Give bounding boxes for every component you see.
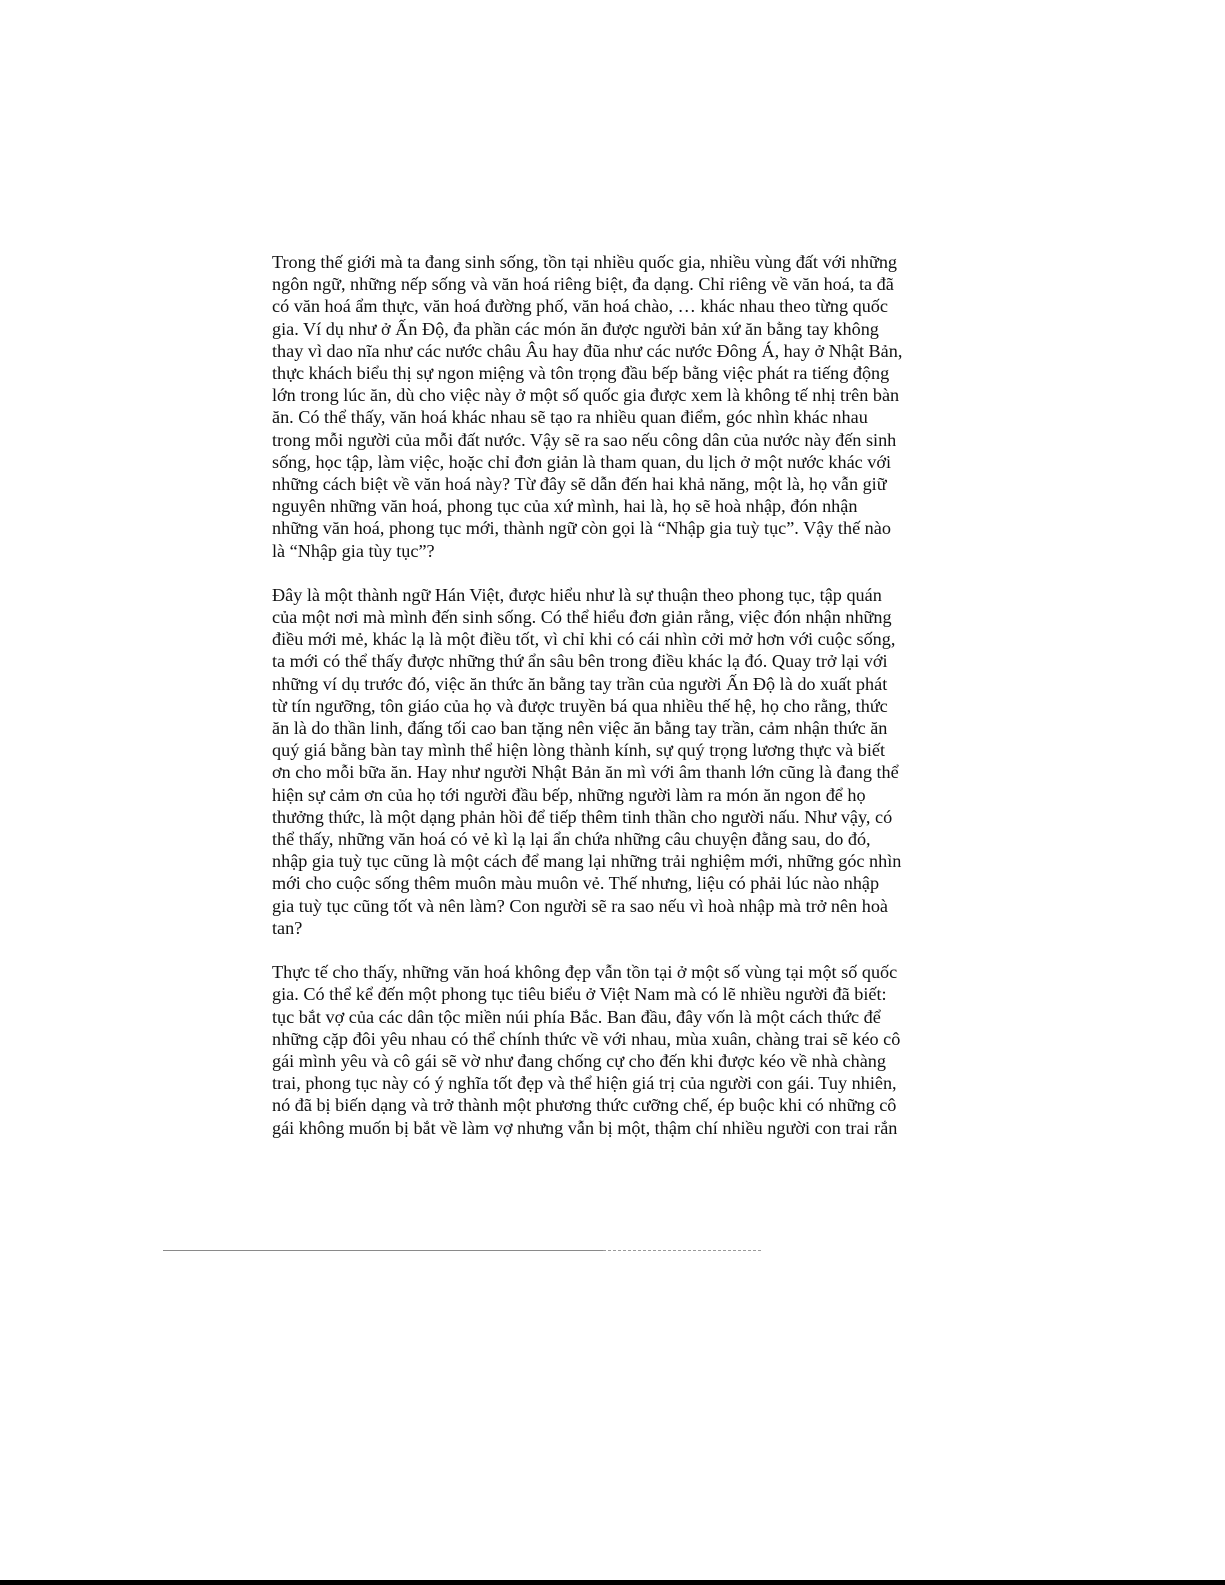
text-line: thưởng thức, là một dạng phản hồi để tiếp thêm tinh thần cho người nấu. Như vậy, có bbox=[272, 806, 893, 827]
text-line: quý giá bằng bàn tay mình thể hiện lòng thành kính, sự quý trọng lương thực và biết bbox=[272, 740, 886, 761]
text-line: của một nơi mà mình đến sinh sống. Có thể hiểu đơn giản rằng, việc đón nhận những bbox=[272, 607, 892, 628]
text-line: trai, phong tục này có ý nghĩa tốt đẹp và thể hiện giá trị của người con gái. Tuy nhiên, bbox=[272, 1073, 897, 1094]
text-line: mới cho cuộc sống thêm muôn màu muôn vẻ. Thế nhưng, liệu có phải lúc nào nhập bbox=[272, 873, 880, 894]
text-line: ta mới có thể thấy được những thứ ẩn sâu bên trong điều khác lạ đó. Quay trở lại với bbox=[272, 651, 888, 672]
text-line: có văn hoá ẩm thực, văn hoá đường phố, văn hoá chào, … khác nhau theo từng quốc bbox=[272, 296, 888, 317]
body-text bbox=[272, 251, 940, 1161]
text-line: tục bắt vợ của các dân tộc miền núi phía Bắc. Ban đầu, đây vốn là một cách thức để bbox=[272, 1006, 881, 1027]
text-line: Trong thế giới mà ta đang sinh sống, tồn tại nhiều quốc gia, nhiều vùng đất với những bbox=[272, 252, 898, 272]
text-line: ngôn ngữ, những nếp sống và văn hoá riêng biệt, đa dạng. Chỉ riêng về văn hoá, ta đã bbox=[272, 274, 894, 295]
text-line: hiện sự cảm ơn của họ tới người đầu bếp, những người làm ra món ăn ngon để họ bbox=[272, 784, 866, 805]
paragraph-2 bbox=[272, 584, 940, 939]
page-bottom-edge bbox=[0, 1580, 1225, 1585]
text-line: lớn trong lúc ăn, dù cho việc này ở một số quốc gia được xem là không tế nhị trên bàn bbox=[272, 385, 900, 406]
text-line: trong mỗi người của mỗi đất nước. Vậy sẽ ra sao nếu công dân của nước này đến sinh bbox=[272, 429, 897, 450]
text-line: gia. Có thể kể đến một phong tục tiêu biểu ở Việt Nam mà có lẽ nhiều người đã biết: bbox=[272, 984, 887, 1005]
text-line: những cách biệt về văn hoá này? Từ đây sẽ dẫn đến hai khả năng, một là, họ vẫn giữ bbox=[272, 474, 887, 495]
text-line: nhập gia tuỳ tục cũng là một cách để mang lại những trải nghiệm mới, những góc nhìn bbox=[272, 851, 902, 872]
text-line: thay vì dao nĩa như các nước châu Âu hay đũa như các nước Đông Á, hay ở Nhật Bản, bbox=[272, 340, 903, 361]
text-line: gia. Ví dụ như ở Ấn Độ, đa phần các món ăn được người bản xứ ăn bằng tay không bbox=[272, 318, 879, 339]
text-line: Đây là một thành ngữ Hán Việt, được hiểu như là sự thuận theo phong tục, tập quán bbox=[272, 584, 882, 605]
text-line: gia tuỳ tục cũng tốt và nên làm? Con người sẽ ra sao nếu vì hoà nhập mà trở nên hoà bbox=[272, 895, 888, 916]
text-line: thể thấy, những văn hoá có vẻ kì lạ lại ẩn chứa những câu chuyện đằng sau, do đó, bbox=[272, 829, 871, 850]
text-line: là “Nhập gia tùy tục”? bbox=[272, 540, 435, 561]
footnote-separator-dashed bbox=[603, 1250, 761, 1251]
text-line: nó đã bị biến dạng và trở thành một phương thức cưỡng chế, ép buộc khi có những cô bbox=[272, 1095, 897, 1116]
text-line: gái mình yêu và cô gái sẽ vờ như đang chống cự cho đến khi được kéo về nhà chàng bbox=[272, 1050, 886, 1071]
text-line: những văn hoá, phong tục mới, thành ngữ còn gọi là “Nhập gia tuỳ tục”. Vậy thế nào bbox=[272, 518, 891, 539]
text-line: thực khách biểu thị sự ngon miệng và tôn trọng đầu bếp bằng việc phát ra tiếng động bbox=[272, 363, 890, 384]
text-line: những ví dụ trước đó, việc ăn thức ăn bằng tay trần của người Ấn Độ là do xuất phát bbox=[272, 673, 888, 694]
footnote-separator bbox=[163, 1250, 603, 1251]
text-line: những cặp đôi yêu nhau có thể chính thức về với nhau, mùa xuân, chàng trai sẽ kéo cô bbox=[272, 1028, 901, 1049]
text-line: ăn. Có thể thấy, văn hoá khác nhau sẽ tạo ra nhiều quan điểm, góc nhìn khác nhau bbox=[272, 407, 868, 428]
text-line: gái không muốn bị bắt về làm vợ nhưng vẫn bị một, thậm chí nhiều người con trai rắn bbox=[272, 1117, 898, 1138]
text-line: từ tín ngưỡng, tôn giáo của họ và được truyền bá qua nhiều thế hệ, họ cho rằng, thức bbox=[272, 695, 888, 716]
paragraph-3 bbox=[272, 961, 940, 1139]
text-line: ăn là do thần linh, đấng tối cao ban tặng nên việc ăn bằng tay trần, cảm nhận thức ăn bbox=[272, 718, 888, 739]
text-line: Thực tế cho thấy, những văn hoá không đẹp vẫn tồn tại ở một số vùng tại một số quốc bbox=[272, 962, 898, 983]
text-line: tan? bbox=[272, 917, 303, 938]
text-line: điều mới mẻ, khác lạ là một điều tốt, vì chỉ khi có cái nhìn cởi mở hơn với cuộc sống, bbox=[272, 629, 896, 650]
text-line: sống, học tập, làm việc, hoặc chỉ đơn giản là tham quan, du lịch ở một nước khác với bbox=[272, 451, 892, 472]
paragraph-1 bbox=[272, 251, 940, 562]
text-line: ơn cho mỗi bữa ăn. Hay như người Nhật Bản ăn mì với âm thanh lớn cũng là đang thể bbox=[272, 762, 899, 783]
text-line: nguyên những văn hoá, phong tục của xứ mình, hai là, họ sẽ hoà nhập, đón nhận bbox=[272, 496, 858, 517]
